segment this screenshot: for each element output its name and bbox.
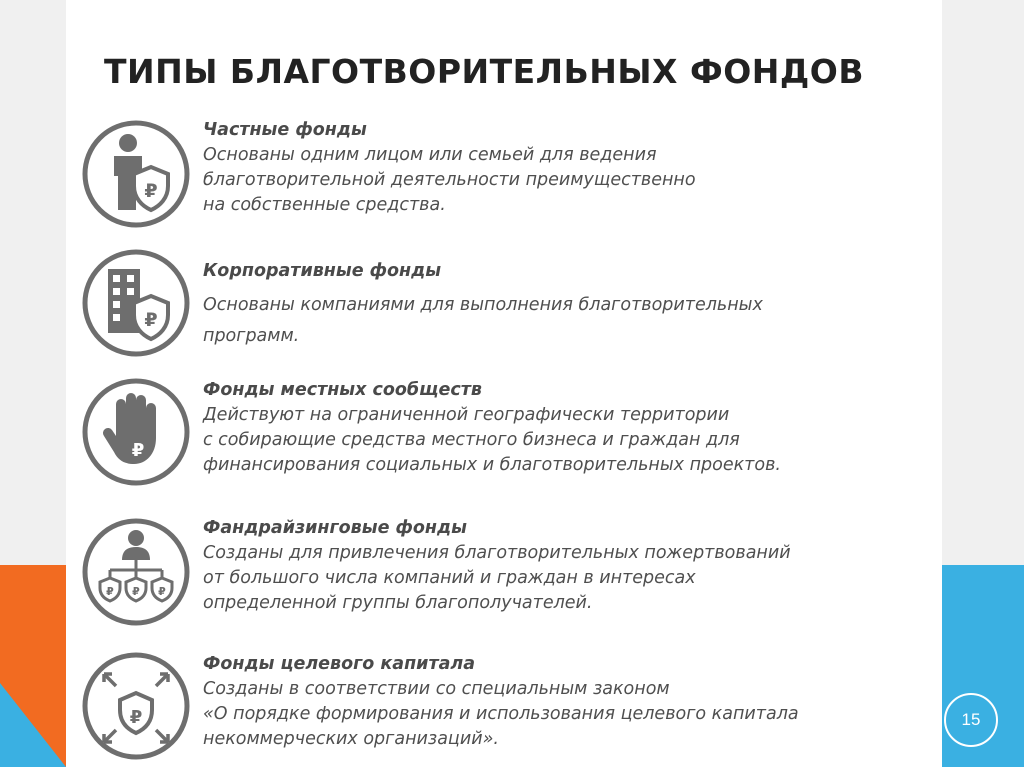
page-number-badge: 15 bbox=[944, 693, 998, 747]
person-ruble-shield-icon bbox=[80, 118, 192, 230]
item-title: Корпоративные фонды bbox=[203, 261, 442, 281]
item-description: Основаны одним лицом или семьей для ведения благотворительной деятельности преимущественно на собственные средства. bbox=[203, 145, 696, 215]
svg-text:₽: ₽ bbox=[158, 585, 166, 598]
svg-text:₽: ₽ bbox=[144, 309, 158, 331]
ruble-arrows-icon bbox=[80, 650, 192, 762]
svg-text:₽: ₽ bbox=[106, 585, 114, 598]
item-title: Частные фонды bbox=[203, 120, 367, 140]
hand-ruble-icon bbox=[80, 376, 192, 488]
item-description: Созданы в соответствии со специальным законом «О порядке формирования и использования целевого капитала некоммерческих организаций». bbox=[203, 679, 799, 749]
item-description: Действуют на ограниченной географически территории с собирающие средства местного бизнеса и граждан для финансирования социальных и благотворительных проектов. bbox=[203, 405, 781, 475]
svg-text:₽: ₽ bbox=[129, 707, 143, 728]
slide-title: ТИПЫ БЛАГОТВОРИТЕЛЬНЫХ ФОНДОВ bbox=[104, 52, 864, 91]
svg-text:₽: ₽ bbox=[132, 585, 140, 598]
blue-corner-triangle bbox=[0, 683, 66, 767]
item-description: Основаны компаниями для выполнения благотворительных программ. bbox=[203, 295, 763, 346]
svg-text:₽: ₽ bbox=[131, 440, 145, 461]
svg-text:₽: ₽ bbox=[144, 180, 158, 202]
item-description: Созданы для привлечения благотворительных пожертвований от большого числа компаний и граждан в интересах определенной группы благополучателей. bbox=[203, 543, 791, 613]
item-title: Фонды целевого капитала bbox=[203, 654, 476, 674]
item-title: Фандрайзинговые фонды bbox=[203, 518, 467, 538]
item-title: Фонды местных сообществ bbox=[203, 380, 482, 400]
building-ruble-shield-icon bbox=[80, 247, 192, 359]
person-network-ruble-icon bbox=[80, 516, 192, 628]
